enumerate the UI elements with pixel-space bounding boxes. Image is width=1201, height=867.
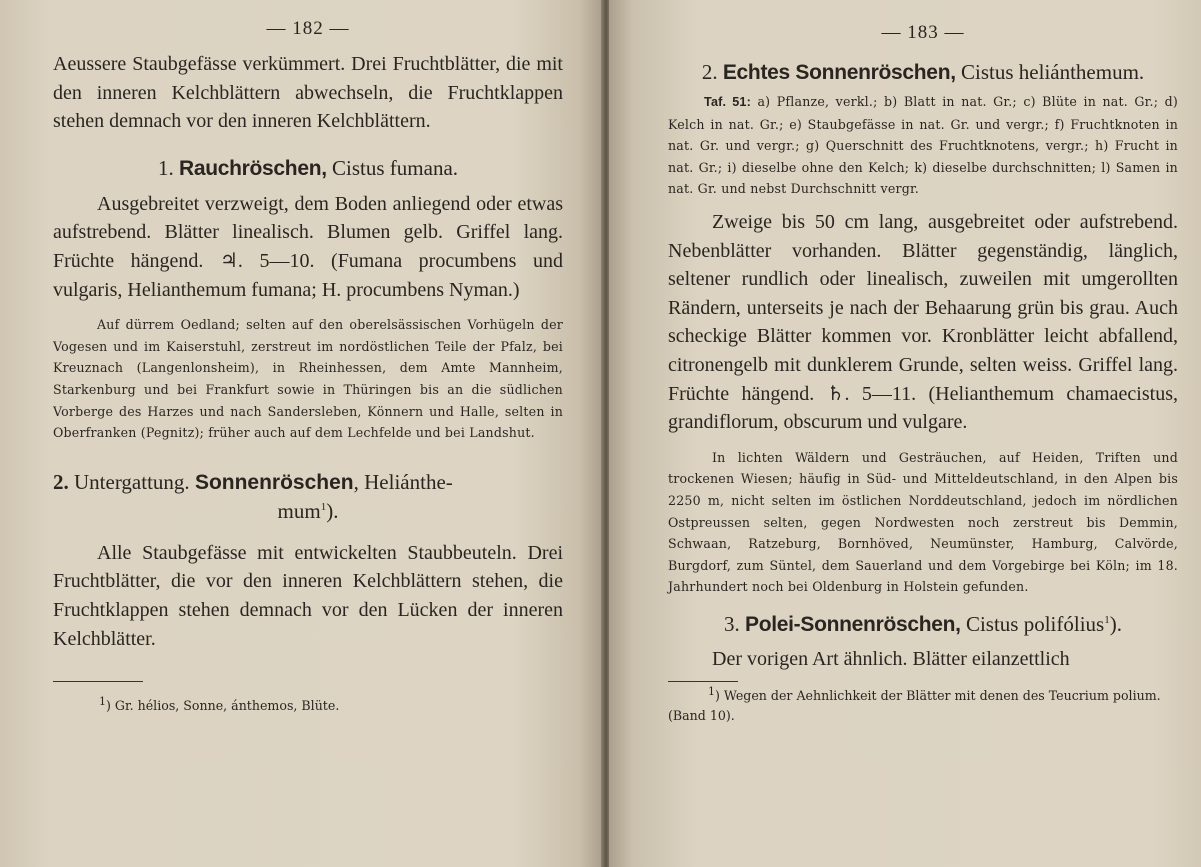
page-number: — 182 — bbox=[266, 18, 350, 39]
footnote-text: ) Wegen der Aehnlichkeit der Blätter mit denen des Teucrium polium. (Band 10). bbox=[668, 688, 1161, 724]
species-description: Zweige bis 50 cm lang, ausgebreitet oder aufstrebend. Nebenblätter vorhanden. Blätter gegenständig, länglich, seltener rundlich oder linealisch, zuweilen mit umgerollten Rändern, unterseits je nach der Behaarung grün bis grau. Auch scheckige Blätter kommen vor. Kronblätter leicht abfallend, citronengelb mit dunklerem Grunde, selten weiss. Griffel lang. Früchte hängend. ♄. 5—11. (Helianthemum chamaecistus, grandiflorum, obscurum und vulgare. bbox=[668, 210, 1178, 434]
species-name-german: Polei-Sonnenröschen, bbox=[745, 612, 961, 636]
species-heading-echtes-sonnenroeschen bbox=[668, 58, 1178, 87]
page-number: — 183 — bbox=[881, 22, 965, 43]
species-number: 1. bbox=[157, 155, 174, 180]
footnote bbox=[668, 686, 1178, 726]
species-number: 3. bbox=[724, 611, 740, 636]
plate-caption bbox=[668, 91, 1178, 200]
footnote-mark: 1 bbox=[99, 694, 106, 708]
footnote-divider bbox=[668, 681, 738, 682]
footnote-reference: 1 bbox=[1104, 613, 1110, 626]
footnote-text: ) Gr. hélios, Sonne, ánthemos, Blüte. bbox=[106, 698, 340, 714]
footnote bbox=[53, 696, 563, 716]
subgenus-description: Alle Staubgefässe mit entwickelten Staubbeuteln. Drei Fruchtblätter, die vor den inneren Kelchblättern stehen, die Fruchtklappen stehen demnach vor den Lücken der inneren Kelchblätter. bbox=[53, 541, 563, 650]
right-text-column bbox=[668, 22, 1178, 726]
subgenus-label: Untergattung. bbox=[74, 469, 190, 494]
footnote-mark: 1 bbox=[708, 685, 715, 699]
plate-label: Taf. 51: bbox=[704, 95, 752, 109]
left-text-column bbox=[53, 18, 563, 716]
subgenus-heading-end: ). bbox=[326, 498, 339, 523]
plate-text: a) Pflanze, verkl.; b) Blatt in nat. Gr.; c) Blüte in nat. Gr.; d) Kelch in nat. Gr.; e) Staubgefässe in nat. Gr. und vergr.; f) Fruchtknoten in nat. Gr. und vergr.; g) Querschnitt des Fruchtknotens, vergr.; h) Frucht in nat. Gr.; i) dieselbe ohne den Kelch; k) dieselbe durchschnitten; l) Samen in nat. Gr. und nebst Durchschnitt vergr. bbox=[668, 94, 1178, 197]
footnote-reference: 1 bbox=[320, 500, 327, 513]
subgenus-heading bbox=[53, 468, 563, 497]
species-name-german: Rauchröschen, bbox=[178, 156, 327, 180]
subgenus-name-latin: , Heliánthe- bbox=[353, 469, 453, 494]
subgenus-name-latin-end: mum bbox=[277, 498, 321, 523]
species-heading-rauchroeschen bbox=[53, 154, 563, 183]
species-description-start: Der vorigen Art ähnlich. Blätter eilanzettlich bbox=[712, 647, 1070, 670]
species-number: 2. bbox=[701, 60, 718, 84]
species-name-german: Echtes Sonnenröschen, bbox=[722, 61, 956, 84]
subgenus-heading-continued bbox=[53, 497, 563, 525]
species-description: Ausgebreitet verzweigt, dem Boden anliegend oder etwas aufstrebend. Blätter linealisch. Blumen gelb. Griffel lang. Früchte hängend. ♃. 5—10. (Fumana procumbens und vulgaris, Helianthemum fumana; H. procumbens Nyman.) bbox=[53, 192, 563, 301]
footnote-divider bbox=[53, 681, 143, 682]
species-heading-end: ). bbox=[1109, 611, 1122, 636]
intro-paragraph: Aeussere Staubgefässe verkümmert. Drei Fruchtblätter, die mit den inneren Kelchblättern abwechseln, die Fruchtklappen stehen demnach vor den inneren Kelchblättern. bbox=[53, 53, 563, 133]
species-heading-polei-sonnenroeschen bbox=[668, 610, 1178, 639]
subgenus-name-german: Sonnenröschen bbox=[194, 470, 354, 494]
right-page bbox=[609, 0, 1201, 867]
species-name-latin: Cistus polifólius bbox=[965, 611, 1105, 636]
subgenus-number: 2. bbox=[53, 469, 69, 494]
distribution-text: In lichten Wäldern und Gesträuchen, auf Heiden, Triften und trockenen Wiesen; häufig in Süd- und Mitteldeutschland, in den Alpen bis 2250 m, nicht selten im östlichen Norddeutschland, jedoch im nördlichen Ostpreussen selten, gegen Nordwesten noch zerstreut bis Demmin, Schwaan, Ratzeburg, Bornhöved, Neumünster, Hamburg, Calvörde, Burgdorf, zum Süntel, dem Sauerland und dem Vorgebirge bei Köln; im 18. Jahrhundert noch bei Oldenburg in Holstein gefunden. bbox=[668, 449, 1178, 595]
species-name-latin: Cistus heliánthemum. bbox=[961, 60, 1145, 84]
distribution-text: Auf dürrem Oedland; selten auf den oberelsässischen Vorhügeln der Vogesen und im Kaiserstuhl, zerstreut im nordöstlichen Teile der Pfalz, bei Kreuznach (Langenlonsheim), in Rheinhessen, dem Amte Mannheim, Starkenburg und bei Frankfurt sowie in Thüringen bis an die südlichen Vorberge des Harzes und nach Sandersleben, Könnern und Halle, selten in Oberfranken (Pegnitz); früher auch auf dem Lechfelde und bei Landshut. bbox=[53, 317, 563, 441]
species-name-latin: Cistus fumana. bbox=[332, 155, 459, 180]
